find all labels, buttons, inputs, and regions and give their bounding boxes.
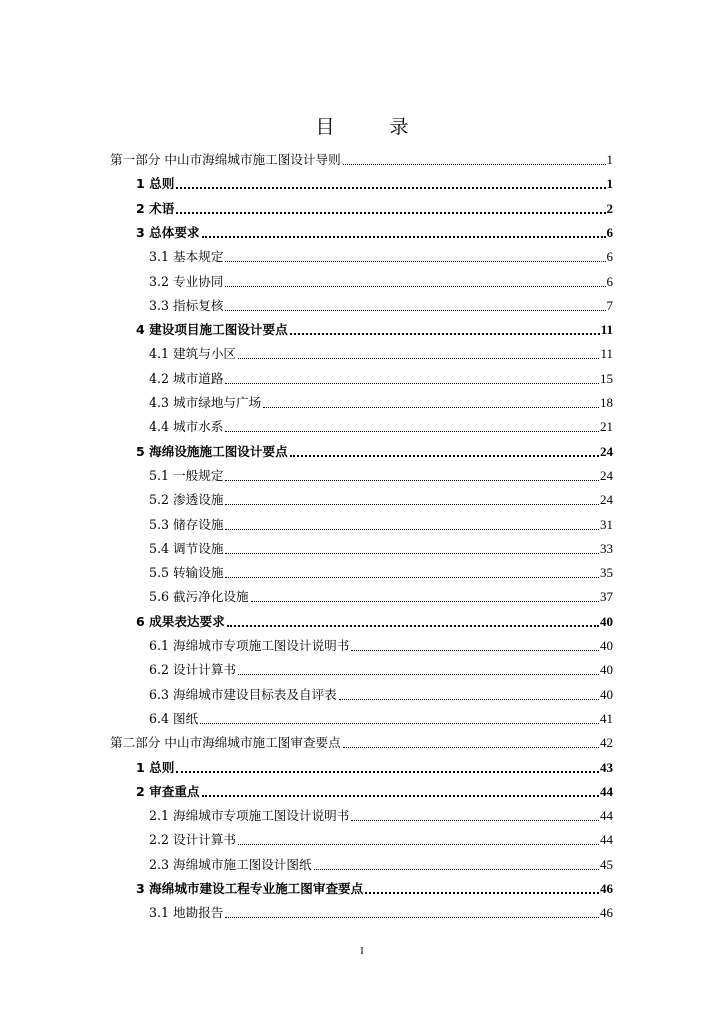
toc-chapter-entry[interactable] (136, 314, 613, 338)
toc-dot-leader (263, 407, 599, 408)
toc-dot-leader (225, 286, 605, 287)
toc-entry-title: 3 总体要求 (136, 224, 200, 240)
toc-entry-page-number: 1 (606, 176, 613, 192)
toc-entry-title: 4.3 城市绿地与广场 (149, 395, 262, 410)
toc-entry-page-number: 41 (600, 710, 613, 726)
toc-section-entry[interactable] (149, 411, 613, 435)
toc-entry-title: 3.1 地勘报告 (149, 905, 224, 921)
toc-entry-title: 2 术语 (136, 200, 175, 216)
toc-entry-page-number: 44 (600, 808, 613, 824)
toc-entry-title: 3.3 指标复核 (149, 297, 224, 313)
toc-dot-leader (225, 261, 605, 262)
toc-chapter-entry[interactable] (136, 606, 613, 630)
toc-dot-leader (238, 358, 599, 359)
toc-chapter-entry[interactable] (136, 217, 613, 241)
toc-section-entry[interactable] (149, 266, 613, 290)
toc-entry-title: 2 审查重点 (136, 783, 200, 799)
toc-dot-leader (225, 577, 599, 578)
toc-dot-leader (351, 820, 599, 821)
toc-entry-title: 5.3 储存设施 (149, 516, 224, 532)
toc-entry-page-number: 44 (600, 832, 613, 848)
toc-entry-page-number: 44 (600, 783, 613, 799)
toc-entry-title: 2.1 海绵城市专项施工图设计说明书 (149, 808, 350, 824)
toc-part-entry[interactable] (110, 727, 613, 751)
toc-entry-page-number: 35 (600, 565, 613, 581)
toc-entry-page-number: 40 (600, 662, 613, 678)
toc-entry-title: 5 海绵设施施工图设计要点 (136, 443, 288, 459)
toc-entry-title: 5.4 调节设施 (149, 540, 224, 556)
toc-entry-page-number: 6 (606, 249, 613, 265)
toc-entry-page-number: 42 (600, 735, 613, 751)
toc-entry-page-number: 46 (600, 905, 613, 921)
toc-entry-page-number: 24 (600, 492, 613, 508)
toc-entry-page-number: 6 (606, 224, 613, 240)
toc-entry-title: 1 总则 (136, 759, 175, 775)
toc-section-entry[interactable] (149, 241, 613, 265)
toc-entry-page-number: 43 (600, 759, 613, 775)
toc-entry-page-number: 15 (600, 370, 613, 386)
toc-chapter-entry[interactable] (136, 873, 613, 897)
toc-section-entry[interactable] (149, 533, 613, 557)
toc-entry-page-number: 11 (600, 346, 613, 362)
toc-entry-title: 5.1 一般规定 (149, 467, 224, 483)
toc-chapter-entry[interactable] (136, 752, 613, 776)
toc-section-entry[interactable] (149, 290, 613, 314)
toc-entry-page-number: 40 (600, 686, 613, 702)
toc-entry-page-number: 45 (600, 856, 613, 872)
toc-chapter-entry[interactable] (136, 776, 613, 800)
page-number: I (360, 946, 364, 957)
toc-entry-page-number: 33 (600, 540, 613, 556)
toc-entry-title: 3.2 专业协同 (149, 273, 224, 289)
toc-dot-leader (225, 504, 599, 505)
toc-entry-title: 第二部分 中山市海绵城市施工图审查要点 (110, 735, 341, 751)
toc-dot-leader (225, 383, 599, 384)
toc-dot-leader (225, 529, 599, 530)
toc-entry-page-number: 24 (600, 467, 613, 483)
toc-dot-leader (202, 795, 599, 797)
toc-section-entry[interactable] (149, 363, 613, 387)
toc-dot-leader (176, 187, 605, 189)
toc-dot-leader (176, 771, 599, 773)
toc-section-entry[interactable] (149, 630, 613, 654)
toc-section-entry[interactable] (149, 484, 613, 508)
toc-section-entry[interactable] (149, 654, 613, 678)
toc-entry-title: 6.2 设计计算书 (149, 662, 237, 678)
toc-entry-title: 3.1 基本规定 (149, 249, 224, 265)
toc-section-entry[interactable] (149, 703, 613, 727)
toc-entry-page-number: 40 (600, 613, 613, 629)
toc-entry-page-number: 31 (600, 516, 613, 532)
toc-chapter-entry[interactable] (136, 436, 613, 460)
toc-dot-leader (365, 892, 599, 894)
toc-entry-page-number: 7 (606, 297, 613, 313)
toc-entry-title: 第一部分 中山市海绵城市施工图设计导则 (110, 152, 341, 167)
toc-entry-page-number: 2 (606, 200, 613, 216)
toc-entry-title: 6.3 海绵城市建设目标表及自评表 (149, 686, 337, 702)
toc-entry-title: 6.4 图纸 (149, 710, 199, 726)
toc-entry-title: 6.1 海绵城市专项施工图设计说明书 (149, 638, 350, 653)
toc-entry-title: 4.2 城市道路 (149, 370, 224, 386)
toc-dot-leader (176, 212, 605, 214)
toc-dot-leader (351, 650, 599, 651)
toc-chapter-entry[interactable] (136, 193, 613, 217)
toc-entry-title: 4 建设项目施工图设计要点 (136, 322, 288, 338)
toc-entry-title: 4.4 城市水系 (149, 419, 224, 435)
toc-entry-page-number: 18 (600, 395, 613, 410)
toc-dot-leader (314, 869, 599, 870)
toc-dot-leader (225, 431, 599, 432)
toc-dot-leader (225, 480, 599, 481)
toc-section-entry[interactable] (149, 387, 613, 411)
toc-dot-leader (339, 699, 599, 700)
toc-entry-title: 2.3 海绵城市施工图设计图纸 (149, 856, 312, 872)
toc-entry-page-number: 46 (600, 881, 613, 896)
toc-entry-title: 2.2 设计计算书 (149, 832, 237, 848)
toc-dot-leader (343, 747, 599, 748)
toc-entry-title: 3 海绵城市建设工程专业施工图审查要点 (136, 881, 364, 896)
toc-dot-leader (202, 236, 606, 238)
toc-entry-page-number: 6 (606, 273, 613, 289)
toc-section-entry[interactable] (149, 824, 613, 848)
toc-dot-leader (238, 674, 599, 675)
toc-dot-leader (200, 723, 599, 724)
toc-dot-leader (251, 601, 599, 602)
toc-section-entry[interactable] (149, 849, 613, 873)
toc-section-entry[interactable] (149, 509, 613, 533)
toc-entry-page-number: 1 (606, 152, 613, 167)
toc-entry-page-number: 24 (600, 443, 613, 459)
toc-entry-title: 5.2 渗透设施 (149, 492, 224, 508)
toc-dot-leader (225, 917, 599, 918)
toc-section-entry[interactable] (149, 460, 613, 484)
toc-dot-leader (290, 333, 600, 335)
toc-entry-title: 4.1 建筑与小区 (149, 346, 237, 362)
toc-dot-leader (238, 844, 599, 845)
toc-part-entry[interactable] (110, 144, 613, 168)
toc-entry-page-number: 11 (600, 322, 613, 338)
toc-entry-title: 5.5 转输设施 (149, 565, 224, 581)
toc-chapter-entry[interactable] (136, 168, 613, 192)
page-title: 目 录 (315, 116, 427, 138)
toc-section-entry[interactable] (149, 557, 613, 581)
toc-dot-leader (227, 625, 599, 627)
toc-dot-leader (290, 455, 599, 457)
toc-section-entry[interactable] (149, 679, 613, 703)
toc-section-entry[interactable] (149, 897, 613, 921)
toc-section-entry[interactable] (149, 581, 613, 605)
toc-section-entry[interactable] (149, 800, 613, 824)
toc-dot-leader (225, 310, 605, 311)
toc-entry-title: 5.6 截污净化设施 (149, 589, 249, 605)
toc-entry-title: 6 成果表达要求 (136, 613, 225, 629)
toc-dot-leader (225, 553, 599, 554)
toc-entry-page-number: 40 (600, 638, 613, 653)
toc-entry-title: 1 总则 (136, 176, 175, 192)
toc-section-entry[interactable] (149, 338, 613, 362)
toc-dot-leader (343, 164, 606, 165)
toc-entry-page-number: 37 (600, 589, 613, 605)
toc-entry-page-number: 21 (600, 419, 613, 435)
